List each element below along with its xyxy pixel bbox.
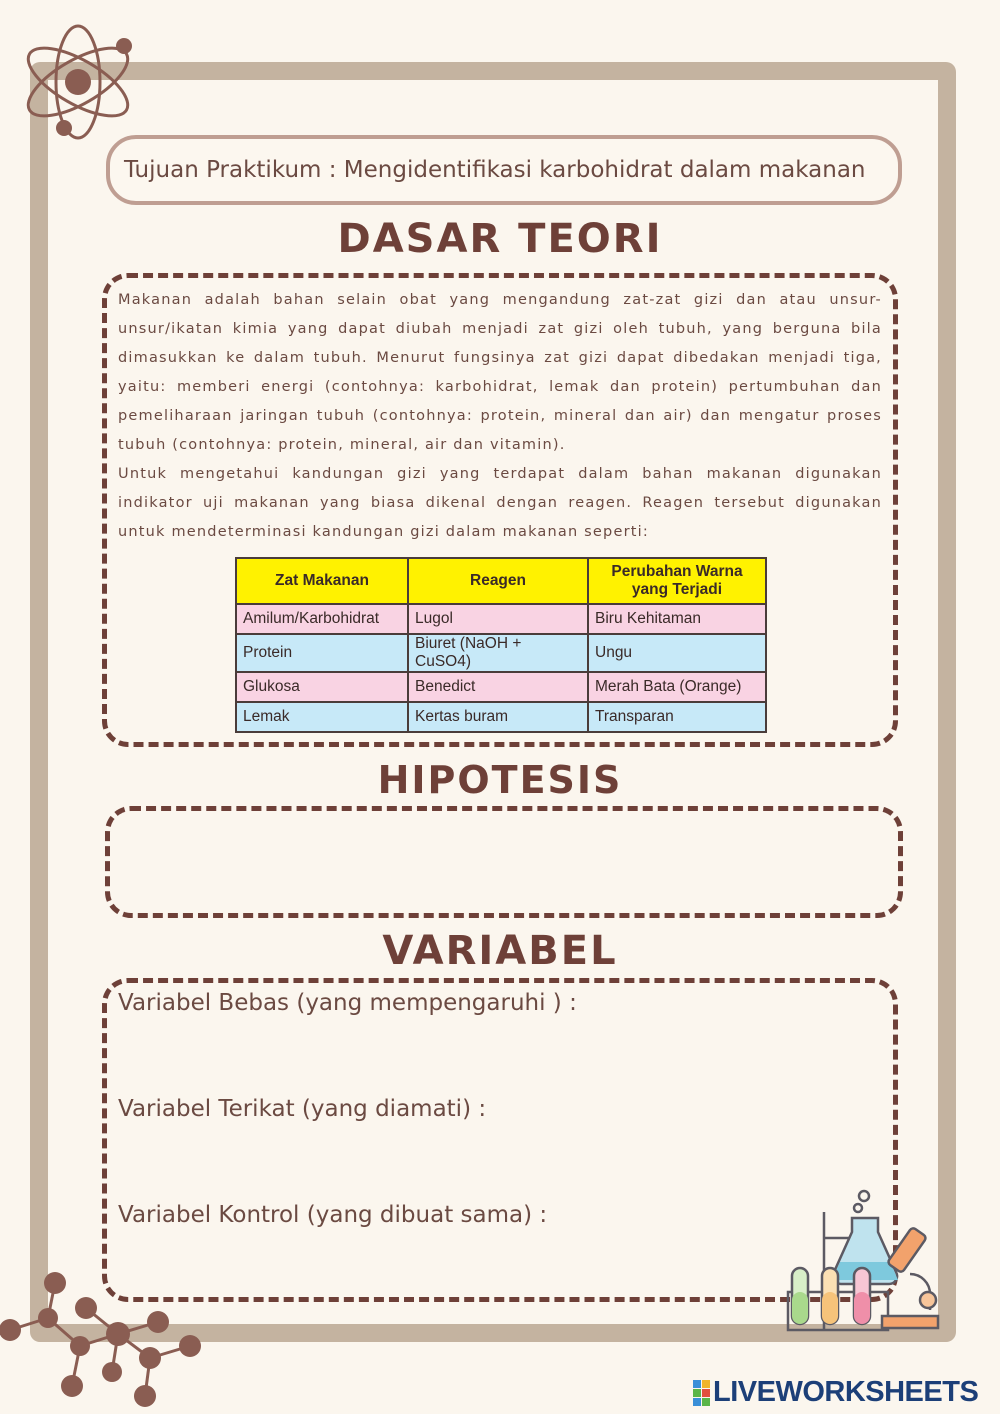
liveworksheets-logo-text: LIVEWORKSHEETS — [713, 1376, 979, 1408]
table-header: Zat Makanan — [236, 558, 408, 604]
table-cell: Ungu — [588, 634, 766, 672]
heading-variabel: VARIABEL — [382, 928, 618, 974]
tujuan-praktikum-text: Tujuan Praktikum : Mengidentifikasi karbohidrat dalam makanan — [124, 157, 866, 183]
heading-dasar-teori: DASAR TEORI — [337, 216, 663, 262]
hipotesis-answer-box[interactable] — [105, 806, 903, 918]
table-cell: Kertas buram — [408, 702, 588, 732]
table-cell: Glukosa — [236, 672, 408, 702]
table-row — [236, 604, 766, 634]
reagen-table — [235, 557, 767, 733]
table-cell: Merah Bata (Orange) — [588, 672, 766, 702]
variabel-terikat-label: Variabel Terikat (yang diamati) : — [118, 1096, 487, 1122]
lab-equipment-icon — [782, 1188, 948, 1334]
table-cell: Benedict — [408, 672, 588, 702]
table-cell: Amilum/Karbohidrat — [236, 604, 408, 634]
liveworksheets-logo — [693, 1376, 978, 1409]
tujuan-praktikum-box — [106, 135, 902, 205]
variabel-box — [102, 978, 898, 1302]
table-row — [236, 634, 766, 672]
dasar-teori-paragraph-1: Makanan adalah bahan selain obat yang mengandung zat-zat gizi dan atau unsur-unsur/ikatan kimia yang dapat diubah menjadi zat gizi oleh tubuh, yang berguna bila dimasukkan ke dalam tubuh. Menurut fungsinya zat gizi dapat dibedakan menjadi tiga, yaitu: memberi energi (contohnya: karbohidrat, lemak dan protein) pertumbuhan dan pemeliharaan jaringan tubuh (contohnya: protein, mineral dan air) dan mengatur proses tubuh (contohnya: protein, mineral, air dan vitamin). — [118, 292, 882, 453]
table-header: Perubahan Warna yang Terjadi — [588, 558, 766, 604]
heading-hipotesis: HIPOTESIS — [377, 758, 623, 802]
table-row — [236, 672, 766, 702]
table-cell: Lemak — [236, 702, 408, 732]
variabel-bebas-label: Variabel Bebas (yang mempengaruhi ) : — [118, 990, 577, 1016]
table-cell: Protein — [236, 634, 408, 672]
table-cell: Biuret (NaOH + CuSO4) — [408, 634, 588, 672]
table-header: Reagen — [408, 558, 588, 604]
table-cell: Biru Kehitaman — [588, 604, 766, 634]
variabel-kontrol-label: Variabel Kontrol (yang dibuat sama) : — [118, 1202, 548, 1228]
table-row — [236, 702, 766, 732]
table-header-row — [236, 558, 766, 604]
table-cell: Lugol — [408, 604, 588, 634]
liveworksheets-logo-icon — [693, 1380, 710, 1406]
table-cell: Transparan — [588, 702, 766, 732]
atom-icon — [12, 22, 142, 142]
molecule-icon — [0, 1268, 210, 1414]
dasar-teori-paragraph-2: Untuk mengetahui kandungan gizi yang terdapat dalam bahan makanan digunakan indikator uji makanan yang biasa dikenal dengan reagen. Reagen tersebut digunakan untuk mendeterminasi kandungan gizi dalam makanan seperti: — [118, 466, 882, 540]
